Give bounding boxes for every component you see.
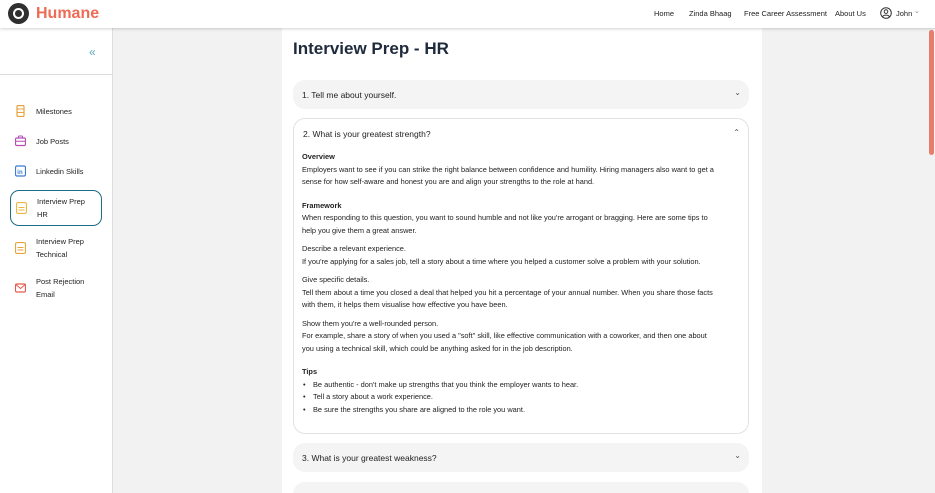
- scrollbar-thumb[interactable]: [929, 30, 934, 155]
- framework-text: help you give them a great answer.: [302, 225, 417, 235]
- mail-icon: [15, 282, 26, 294]
- sidebar-item-label: Interview Prep: [37, 197, 85, 206]
- overview-text: Employers want to see if you can strike the right balance between confidence and humility. Hiring managers also want to get a: [302, 164, 714, 174]
- logo-icon[interactable]: [8, 3, 29, 24]
- nav-career-assessment-link[interactable]: Free Career Assessment: [744, 9, 827, 18]
- sidebar-item-label: Milestones: [36, 107, 72, 116]
- linkedin-icon: [15, 165, 26, 177]
- sidebar-item-interview-prep-hr[interactable]: [10, 190, 102, 226]
- tips-list: [302, 379, 742, 417]
- framework-text: When responding to this question, you want to sound humble and not like you're arrogant or bragging. Here are some tips to: [302, 213, 708, 222]
- double-chevron-left-icon[interactable]: «: [89, 45, 96, 59]
- question-label: 3. What is your greatest weakness?: [302, 453, 437, 463]
- scrollbar[interactable]: [927, 28, 935, 493]
- overview-text: sense for how self-aware and honest you are and align your strengths to the role at hand.: [302, 177, 595, 186]
- sidebar-item-label: Technical: [36, 250, 68, 259]
- tip-item: • Be sure the strengths you share are aligned to the role you want.: [302, 404, 742, 417]
- sidebar-item-linkedin-skills[interactable]: [10, 154, 102, 190]
- answer-body: [302, 151, 742, 416]
- briefcase-icon: [15, 135, 26, 147]
- tip-item: • Tell a story about a work experience.: [302, 391, 742, 404]
- nav-home-link[interactable]: Home: [654, 9, 675, 18]
- nav-about-link[interactable]: About Us: [835, 9, 866, 18]
- chevron-down-icon[interactable]: ⌄: [914, 8, 920, 15]
- question-label: 1. Tell me about yourself.: [302, 90, 397, 100]
- point-text: Give specific details.: [302, 275, 370, 284]
- notes-icon: [15, 242, 26, 254]
- sidebar-item-label: Linkedin Skills: [36, 167, 84, 176]
- user-name[interactable]: John: [896, 9, 913, 18]
- sidebar-item-label: Interview Prep: [36, 237, 84, 246]
- point-text: If you're applying for a sales job, tell a story about a time where you helped a customer solve a problem with your solution.: [302, 256, 701, 266]
- chevron-down-icon: ⌄: [734, 88, 741, 97]
- overview-heading: Overview: [302, 152, 335, 161]
- sidebar-item-label: HR: [37, 210, 48, 219]
- chevron-down-icon: ⌄: [734, 451, 741, 460]
- question-label: 2. What is your greatest strength?: [303, 129, 431, 139]
- sidebar-item-label: Job Posts: [36, 137, 69, 146]
- tips-heading: Tips: [302, 367, 318, 376]
- point-text: Describe a relevant experience.: [302, 244, 406, 253]
- accordion-item-4[interactable]: [293, 482, 749, 493]
- milestones-icon: [15, 105, 26, 117]
- framework-heading: Framework: [302, 200, 342, 210]
- point-text: Show them you're a well-rounded person.: [302, 318, 439, 328]
- user-avatar-icon[interactable]: [880, 7, 892, 19]
- point-text: Tell them about a time you closed a deal that helped you hit a percentage of your annual number. When you share those facts: [302, 287, 713, 297]
- accordion-item-2[interactable]: [293, 118, 749, 434]
- sidebar-item-interview-prep-technical[interactable]: [10, 231, 102, 267]
- sidebar-divider: [0, 74, 112, 75]
- main-content: [282, 28, 762, 493]
- svg-text:in: in: [17, 169, 23, 176]
- nav-zinda-bhaag-link[interactable]: Zinda Bhaag: [689, 9, 732, 18]
- accordion-item-1[interactable]: [293, 80, 749, 109]
- point-text: For example, share a story of when you used a "soft" skill, like effective communication with a coworker, and then one about: [302, 331, 707, 340]
- point-text: with them, it helps them visualise how effective you have been.: [302, 300, 508, 309]
- sidebar-item-label: Email: [36, 290, 55, 299]
- accordion-item-3[interactable]: [293, 443, 749, 472]
- sidebar-item-post-rejection-email[interactable]: [10, 271, 102, 307]
- brand-name[interactable]: Humane: [36, 5, 100, 22]
- tip-item: • Be authentic - don't make up strengths that you think the employer wants to hear.: [302, 379, 742, 392]
- sidebar: [0, 28, 113, 493]
- top-nav: [0, 0, 935, 28]
- sidebar-item-label: Post Rejection: [36, 277, 85, 286]
- notes-icon: [16, 202, 27, 214]
- page-title: Interview Prep - HR: [293, 39, 449, 58]
- chevron-up-icon: ⌃: [733, 128, 740, 137]
- point-text: you using a technical skill, which could be anything asked for in the job description.: [302, 343, 573, 353]
